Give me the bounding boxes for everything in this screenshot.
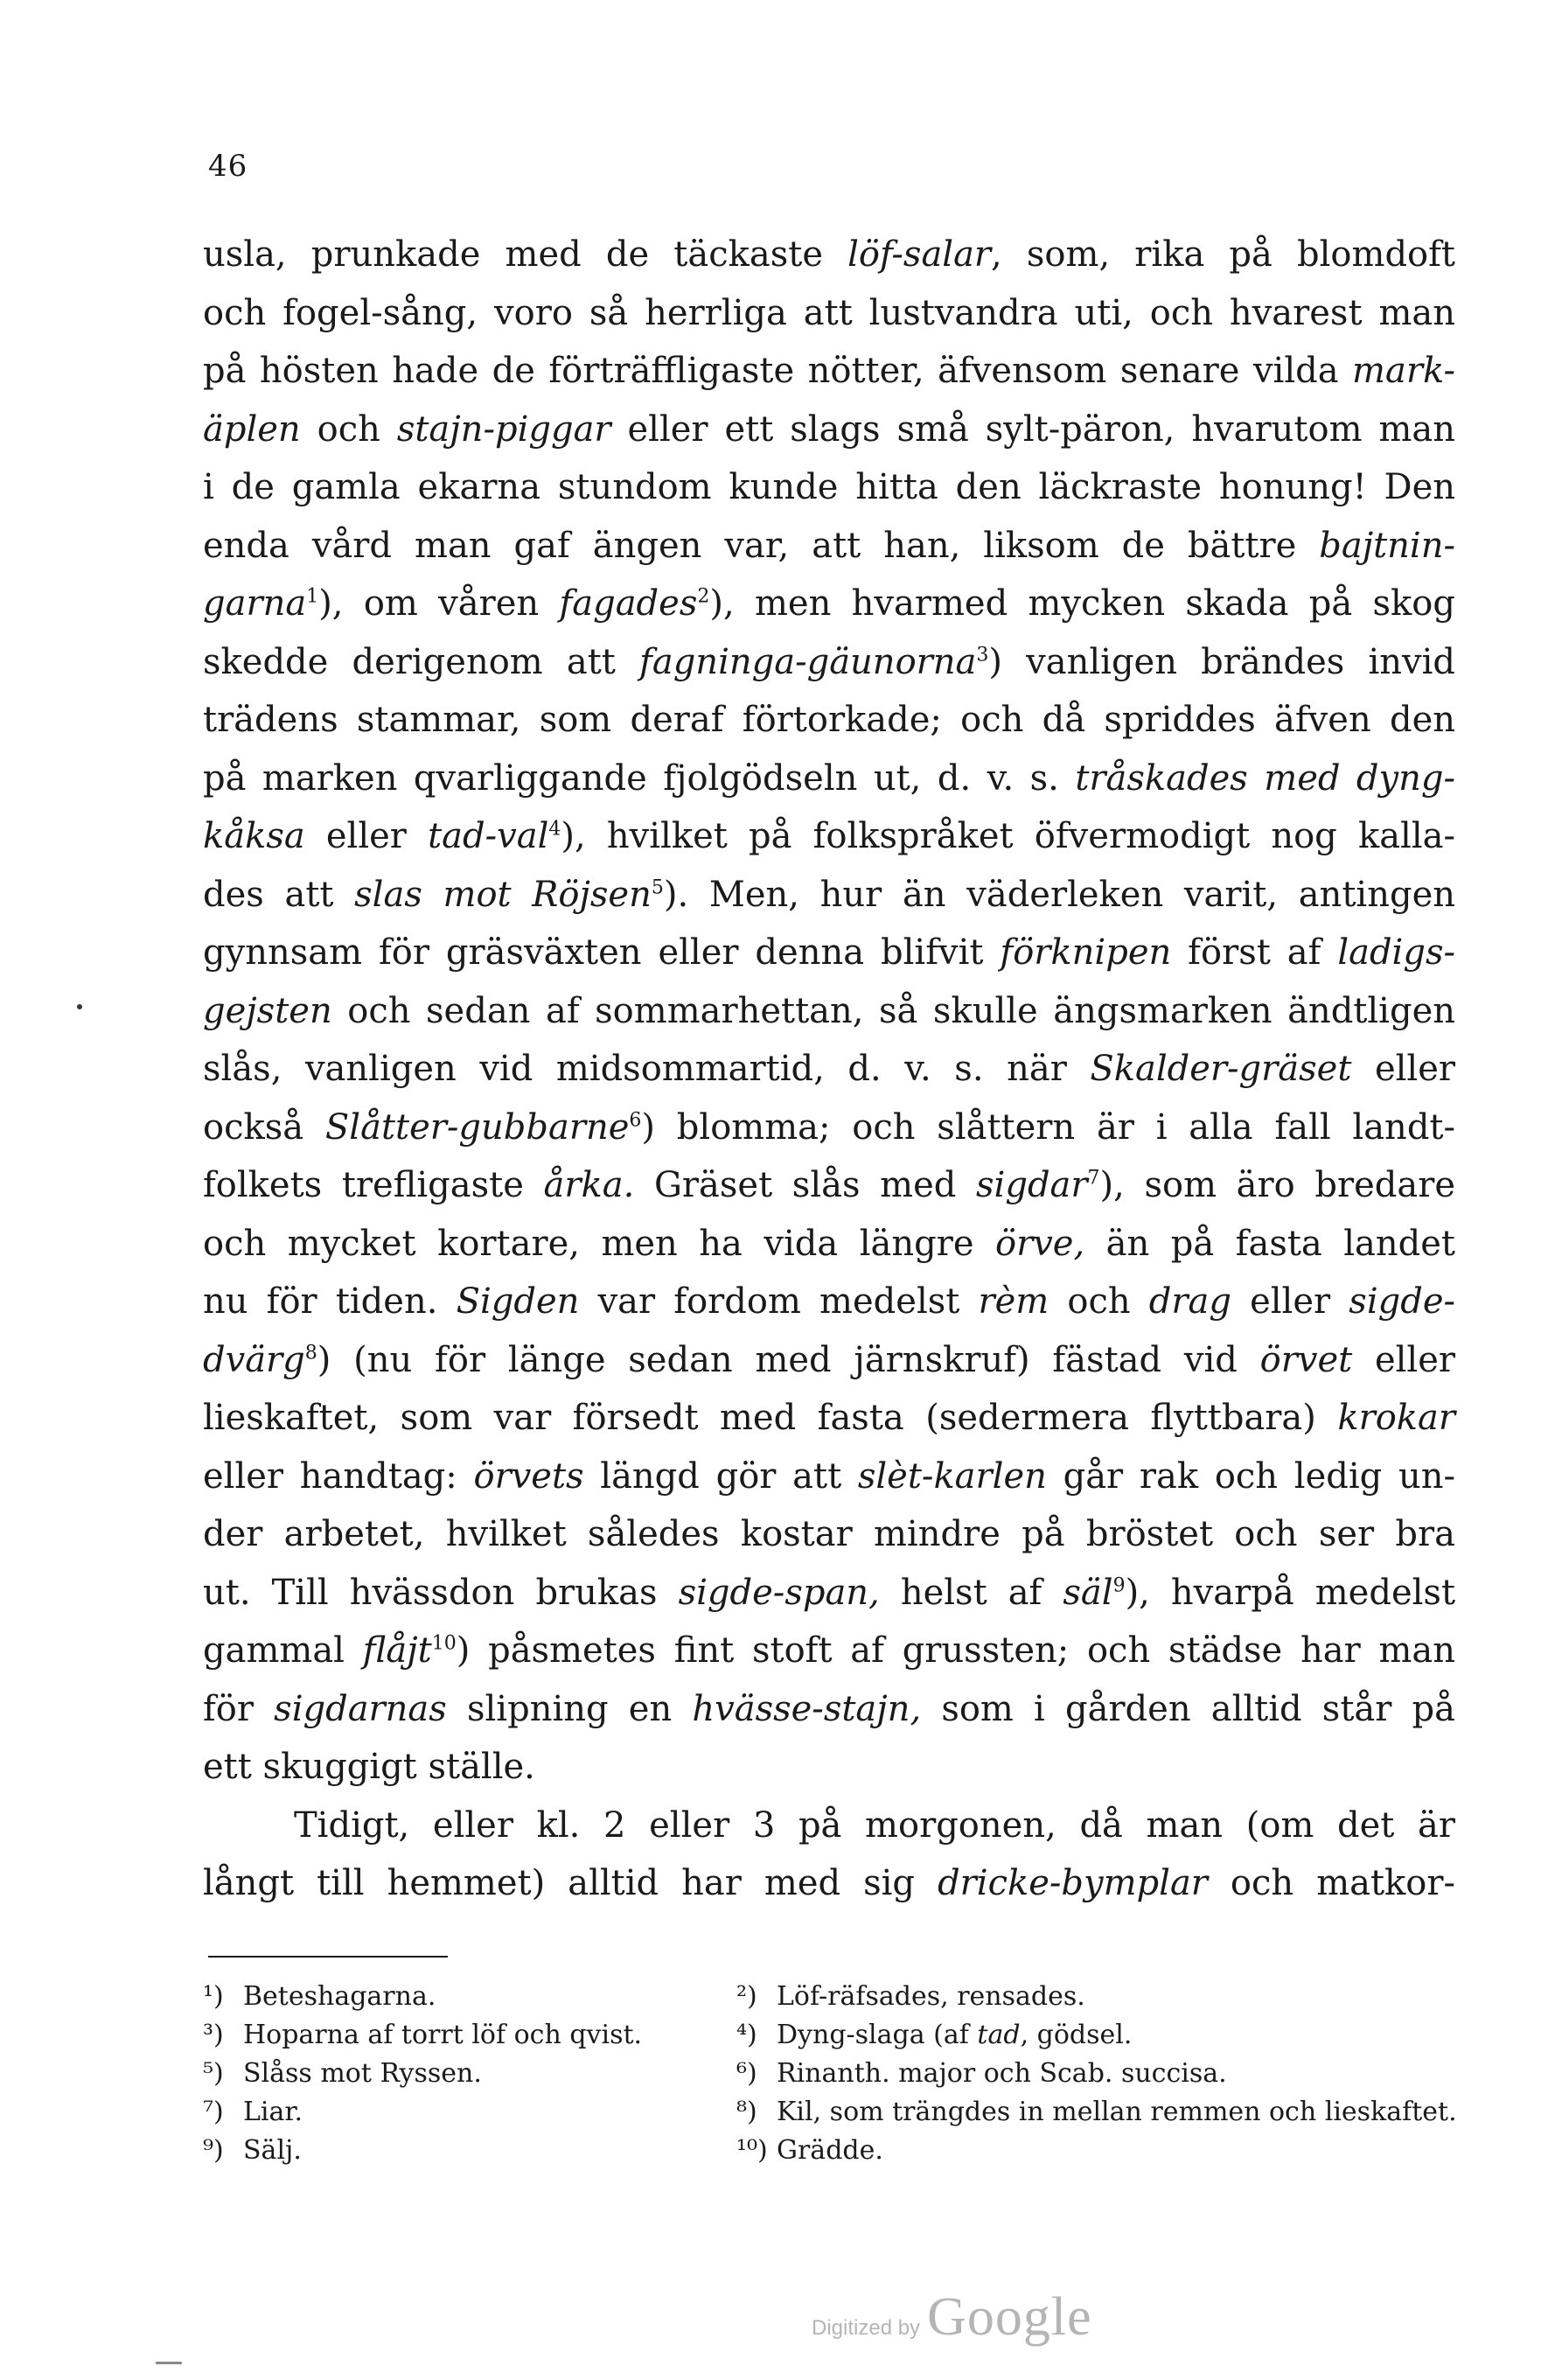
footnote-reference: 6 — [629, 1109, 642, 1132]
footnote-text — [243, 2055, 736, 2092]
watermark-digitized-label: Digitized by — [812, 2316, 921, 2340]
footnote-text — [777, 2094, 1462, 2131]
text-run: ) (nu för länge sedan med järnskruf) fästad vid — [317, 1339, 1260, 1380]
text-run: eller handtag: — [203, 1455, 474, 1497]
italic-term: Slåtter-gubbarne — [324, 1106, 630, 1148]
text-run: Hoparna af torrt löf och qvist. — [243, 2020, 643, 2050]
text-run: ett skuggigt ställe. — [203, 1747, 535, 1787]
footnote-marker: ⁴) — [736, 2020, 757, 2050]
text-run: nu för tiden. — [203, 1281, 457, 1322]
text-run: gynnsam för gräsväxten eller denna blifvit — [203, 932, 1001, 973]
italic-term: örve, — [994, 1223, 1085, 1264]
footnote-text — [777, 1979, 1462, 2015]
text-run: för — [203, 1688, 275, 1729]
footnote-text — [777, 2132, 1462, 2169]
italic-term: tråskades med dyng- — [1075, 757, 1456, 799]
text-line — [203, 517, 1455, 576]
text-run: Sälj. — [243, 2135, 302, 2166]
text-run: folkets trefligaste — [203, 1165, 544, 1205]
footnote — [736, 2094, 1462, 2131]
text-run: ). Men, hur än väderleken varit, antingen — [663, 874, 1455, 915]
text-line — [203, 982, 1455, 1041]
footnote-text — [243, 1979, 736, 2015]
text-line — [203, 633, 1455, 692]
italic-term: örvet — [1259, 1339, 1353, 1380]
text-run: och — [300, 408, 397, 450]
italic-term: slèt-karlen — [857, 1455, 1047, 1497]
text-run: eller — [1352, 1339, 1456, 1380]
text-line — [203, 1738, 1455, 1797]
text-line — [203, 1273, 1455, 1331]
text-run: Rinanth. major och Scab. succisa. — [777, 2058, 1227, 2089]
italic-term: löf-salar — [847, 234, 992, 275]
text-run: slås, vanligen vid midsommartid, d. v. s. när — [203, 1049, 1091, 1089]
digitized-by-google-watermark — [812, 2286, 1092, 2349]
text-run: helst af — [879, 1572, 1063, 1613]
footnote-text — [777, 2055, 1462, 2092]
text-run: ), hvarpå medelst — [1125, 1572, 1456, 1613]
text-line — [203, 750, 1455, 808]
text-run: ut. Till hvässdon brukas — [203, 1572, 679, 1613]
italic-term: örvets — [473, 1455, 584, 1497]
text-run: enda vård man gaf ängen var, att han, liksom de bättre — [203, 525, 1320, 566]
italic-term: sigdar — [976, 1165, 1088, 1205]
italic-term: fagninga-gäunorna — [639, 641, 977, 682]
text-line — [203, 924, 1455, 982]
italic-term: krokar — [1337, 1398, 1455, 1438]
footnote — [736, 2017, 1462, 2054]
text-line — [203, 1505, 1455, 1564]
text-line — [203, 1680, 1455, 1739]
italic-term: bajtnin- — [1319, 525, 1455, 566]
text-run: , som, rika på blomdoft — [991, 234, 1456, 275]
text-line — [203, 691, 1455, 750]
text-line — [203, 1622, 1455, 1680]
italic-term: hvässe-stajn, — [692, 1688, 922, 1729]
italic-term: förknipen — [1000, 932, 1172, 973]
italic-term: ladigs- — [1337, 932, 1455, 973]
italic-term: sigde-span, — [678, 1572, 880, 1613]
footnote-reference: 4 — [548, 818, 561, 841]
italic-term: garna — [203, 583, 307, 624]
footnote-text — [243, 2017, 736, 2054]
footnote-marker: ⁵) — [203, 2058, 224, 2089]
footnote — [203, 2094, 736, 2131]
italic-term: tad — [977, 2020, 1021, 2050]
text-run: går rak och ledig un- — [1046, 1455, 1456, 1497]
text-run: som i gården alltid står på — [921, 1688, 1455, 1729]
paper-speck — [77, 1004, 82, 1009]
text-run: Löf-räfsades, rensades. — [777, 1981, 1085, 2012]
text-line — [203, 1099, 1455, 1157]
paper-mark — [156, 2362, 182, 2364]
italic-term: tad-val — [428, 816, 549, 856]
footnote-divider — [208, 1956, 448, 1958]
text-line — [203, 1156, 1455, 1215]
italic-term: kåksa — [203, 816, 305, 856]
text-run: och matkor- — [1207, 1863, 1456, 1903]
italic-term: gejsten — [203, 990, 332, 1031]
text-run: eller — [1351, 1049, 1455, 1089]
text-line — [203, 1331, 1455, 1390]
italic-term: stajn-piggar — [396, 408, 611, 450]
italic-term: slas mot Röjsen — [354, 874, 652, 915]
text-run: ), om våren — [318, 583, 560, 624]
text-run: , gödsel. — [1020, 2020, 1133, 2050]
footnote-marker: ⁶) — [736, 2058, 757, 2089]
footnote-reference: 5 — [651, 876, 664, 899]
text-run: eller — [1231, 1281, 1349, 1322]
text-line — [203, 1448, 1455, 1506]
italic-term: Skalder-gräset — [1090, 1049, 1352, 1089]
text-run: Gräset slås med — [634, 1165, 977, 1205]
text-run: och fogel-sång, voro så herrliga att lustvandra uti, och hvarest man — [203, 292, 1455, 333]
text-run: än på fasta landet — [1084, 1223, 1455, 1264]
text-run: eller ett slags små sylt-päron, hvarutom man — [610, 408, 1455, 450]
text-line — [203, 342, 1455, 401]
text-run: längd gör att — [583, 1455, 858, 1497]
text-run: ) påsmetes fint stoft af grussten; och städse har man — [456, 1630, 1456, 1671]
text-run: och mycket kortare, men ha vida längre — [203, 1223, 995, 1264]
italic-term: dvärg — [203, 1339, 305, 1380]
footnote-reference: 10 — [431, 1632, 457, 1655]
footnote-reference: 8 — [304, 1342, 317, 1364]
footnotes — [203, 1979, 1462, 2169]
footnote-marker: ²) — [736, 1981, 757, 2012]
text-run: gammal — [203, 1630, 363, 1671]
text-line — [203, 401, 1455, 459]
footnote — [203, 2132, 736, 2169]
text-run: Slåss mot Ryssen. — [243, 2058, 482, 2089]
text-run: på hösten hade de förträffligaste nötter, äfvensom senare vilda — [203, 351, 1353, 391]
text-run: först af — [1171, 932, 1338, 973]
italic-term: flåjt — [362, 1630, 432, 1671]
watermark-google-logo: Google — [927, 2287, 1092, 2347]
italic-term: rèm — [978, 1281, 1049, 1322]
text-run: också — [203, 1106, 325, 1148]
footnote — [203, 2017, 736, 2054]
footnote-reference: 9 — [1112, 1574, 1126, 1597]
text-run: Beteshagarna. — [243, 1981, 436, 2012]
text-run: i de gamla ekarna stundom kunde hitta den läckraste honung! Den — [203, 467, 1455, 507]
text-run: Grädde. — [777, 2135, 883, 2166]
text-line — [203, 1854, 1455, 1913]
footnote — [736, 2132, 1462, 2169]
text-run: Liar. — [243, 2097, 303, 2127]
text-run: eller — [304, 816, 429, 856]
text-run: och — [1049, 1281, 1149, 1322]
text-run: var fordom medelst — [579, 1281, 979, 1322]
text-line — [203, 458, 1455, 517]
text-run: Dyng-slaga (af — [777, 2020, 978, 2050]
text-run: skedde derigenom att — [203, 641, 640, 682]
italic-term: drag — [1148, 1281, 1231, 1322]
text-line — [203, 1564, 1455, 1623]
text-run: ), hvilket på folkspråket öfvermodigt nog kalla- — [561, 816, 1455, 856]
footnote-marker: ⁹) — [203, 2135, 224, 2166]
footnote-reference: 2 — [697, 585, 710, 608]
footnote-marker: ⁷) — [203, 2097, 224, 2127]
text-run: der arbetet, hvilket således kostar mindre på bröstet och ser bra — [203, 1514, 1455, 1554]
footnote — [203, 1979, 736, 2015]
text-run: usla, prunkade med de täckaste — [203, 234, 848, 275]
footnote — [736, 2055, 1462, 2092]
text-line — [203, 1389, 1455, 1448]
footnote-marker: ⁸) — [736, 2097, 757, 2127]
italic-term: äplen — [203, 408, 301, 450]
text-run: ) vanligen brändes invid — [988, 641, 1455, 682]
text-run: ), som äro bredare — [1099, 1165, 1456, 1205]
text-run: Tidigt, eller kl. 2 eller 3 på morgonen, då man (om det är — [294, 1804, 1455, 1846]
text-line — [203, 807, 1455, 866]
text-run: långt till hemmet) alltid har med sig — [203, 1863, 938, 1903]
text-line — [203, 1797, 1455, 1855]
italic-term: fagades — [559, 583, 698, 624]
footnote-text — [777, 2017, 1462, 2054]
italic-term: sigdarnas — [274, 1688, 447, 1729]
text-run: lieskaftet, som var försedt med fasta (sedermera flyttbara) — [203, 1398, 1338, 1438]
footnote-marker: ³) — [203, 2020, 224, 2050]
footnote-reference: 1 — [306, 585, 319, 608]
text-run: och sedan af sommarhettan, så skulle ängsmarken ändtligen — [331, 990, 1455, 1031]
footnote-marker: ¹⁰) — [736, 2135, 768, 2166]
text-run: Kil, som trängdes in mellan remmen och lieskaftet. — [777, 2097, 1457, 2127]
text-run: på marken qvarliggande fjolgödseln ut, d. v. s. — [203, 757, 1076, 799]
footnote-reference: 3 — [976, 644, 989, 667]
footnote — [203, 2055, 736, 2092]
footnote-marker: ¹) — [203, 1981, 224, 2012]
italic-term: säl — [1063, 1572, 1113, 1613]
italic-term: Sigden — [456, 1281, 580, 1322]
italic-term: dricke-bymplar — [938, 1863, 1208, 1903]
text-line — [203, 284, 1455, 343]
footnote-text — [243, 2132, 736, 2169]
text-line — [203, 1040, 1455, 1099]
text-line — [203, 1215, 1455, 1274]
text-run: ), men hvarmed mycken skada på skog — [709, 583, 1455, 624]
italic-term: årka. — [543, 1165, 635, 1205]
text-line — [203, 575, 1455, 633]
footnote-reference: 7 — [1087, 1167, 1100, 1190]
body-text — [203, 226, 1455, 1913]
text-run: trädens stammar, som deraf förtorkade; och då spriddes äfven den — [203, 700, 1455, 740]
page-number: 46 — [208, 149, 248, 184]
italic-term: sigde- — [1349, 1281, 1456, 1322]
footnote-text — [243, 2094, 736, 2131]
text-run: des att — [203, 874, 355, 915]
text-line — [203, 866, 1455, 925]
italic-term: mark- — [1352, 351, 1455, 391]
footnote — [736, 1979, 1462, 2015]
text-line — [203, 226, 1455, 284]
text-run: ) blomma; och slåttern är i alla fall landt- — [641, 1106, 1456, 1148]
text-run: slipning en — [446, 1688, 693, 1729]
